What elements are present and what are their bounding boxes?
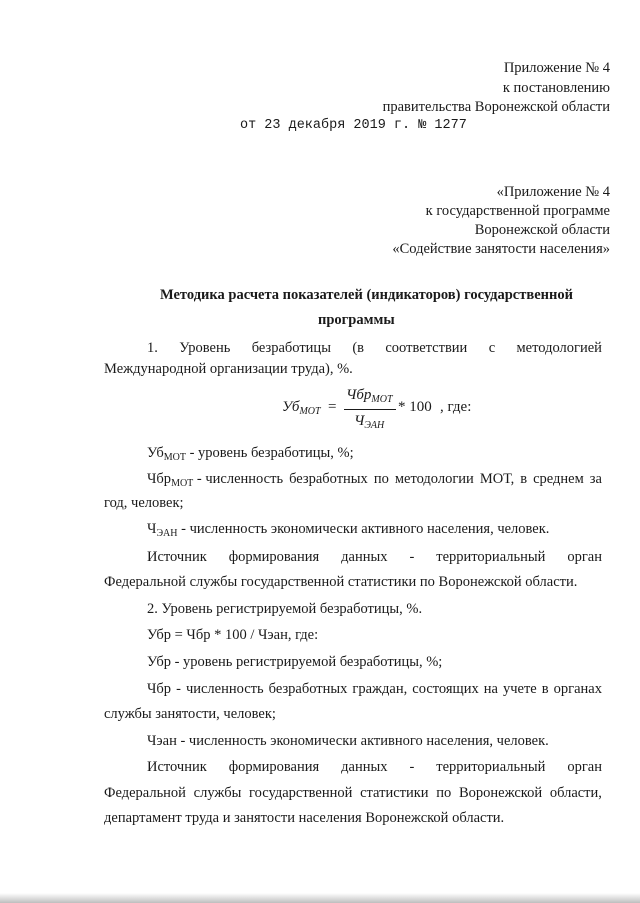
item1-heading-part: (в [352,340,364,356]
item2-source-line-2: Федеральной службы государственной статистики по Воронежской области, [104,785,602,801]
formula-numerator: Чбр$_{МОТ}$ [346,387,393,405]
def-chbr-line-2: службы занятости, человек; [104,706,276,722]
item1-heading-part: Уровень [179,340,231,356]
def-ubr: Убр - уровень регистрируемой безработицы, %; [147,654,443,670]
item1-heading-part: безработицы [251,340,331,356]
def-chbr: Чбр - численность безработных граждан, состоящих на учете в органах [147,681,602,697]
item1-heading [147,339,602,357]
page-title: Методика расчета показателей (индикаторов) государственной [160,287,573,303]
header-date-line: от 23 декабря 2019 г. № 1277 [240,118,467,133]
formula-multiplier: * 100 [398,399,432,415]
annex-line-2: к государственной программе [425,203,610,219]
formula-denominator: $Ч_{ЭАН}$ [354,413,385,431]
item2-source: Источник формирования данных - территориальный орган [147,759,602,775]
annex-line-1: «Приложение № 4 [496,184,610,200]
page-title-line-2: программы [318,312,395,328]
scan-bottom-edge [0,893,640,903]
item2-formula: Убр = Чбр * 100 / Чэан, где: [147,627,319,643]
item1-source-line-2: Федеральной службы государственной статистики по Воронежской области. [104,574,578,590]
item1-heading-part: с [488,340,496,356]
item2-source-line-3: департамент труда и занятости населения Воронежской области. [104,810,505,826]
item1-heading-part: соответствии [385,340,468,356]
formula-suffix: , где: [440,399,472,415]
formula-lhs: $Уб_{МОТ}$ [282,399,321,417]
fraction-bar [344,409,396,410]
def-chbr-mot-line-2: год, человек; [104,495,184,511]
def-ch-ean: $Ч_{ЭАН}$ - численность экономически активного населения, человек. [147,521,550,539]
header-line-1: Приложение № 4 [503,60,610,76]
formula-equals: = [328,399,337,415]
item1-source: Источник формирования данных - территориальный орган [147,549,602,565]
annex-line-3: Воронежской области [474,222,610,238]
annex-line-4: «Содействие занятости населения» [392,241,610,257]
def-chbr-mot: Чбр$_{МОТ}$ - численность безработных по методологии МОТ, в среднем за [147,471,602,489]
def-chean: Чэан - численность экономически активного населения, человек. [147,733,549,749]
item1-heading-line-2: Международной организации труда), %. [104,361,353,377]
item2-heading: 2. Уровень регистрируемой безработицы, %. [147,601,423,617]
item1-heading-part: методологией [516,340,602,356]
header-line-2: к постановлению [502,80,610,96]
formula-unemployment [282,384,602,434]
def-ub-mot: $Уб_{МОТ}$ - уровень безработицы, %; [147,445,354,463]
item1-heading-part: 1. [147,340,158,356]
header-line-3: правительства Воронежской области [382,99,610,115]
